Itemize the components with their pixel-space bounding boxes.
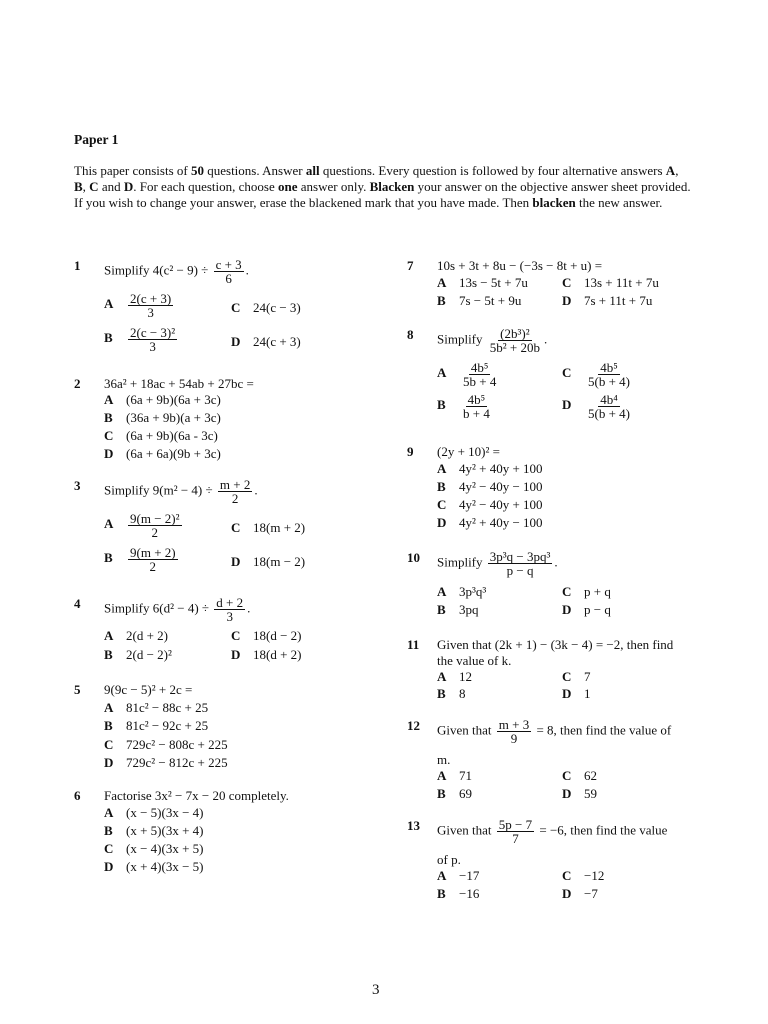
option-b: B $\frac{\text{4b⁵}}{b + 4}$: [437, 392, 490, 421]
question-stem: (2y + 10)² =: [437, 444, 500, 459]
question-stem-continued: m.: [437, 752, 451, 767]
question-stem: 10s + 3t + 8u − (−3s − 8t + u) =: [437, 258, 603, 273]
option-d: D 4y² + 40y − 100: [437, 515, 543, 530]
option-a: A (x − 5)(3x − 4): [104, 805, 204, 820]
option-a: A 2(d + 2): [104, 628, 168, 643]
option-c: C 7: [562, 669, 591, 684]
question-number: 9: [407, 444, 414, 459]
question-number: 4: [74, 596, 81, 611]
option-b: B 8: [437, 686, 466, 701]
option-b: B 3pq: [437, 602, 479, 617]
question-stem: Simplify $\frac{\text{3p³q − 3pq³}}{p - q}$ .: [437, 549, 558, 578]
option-a: A 3p³q³: [437, 584, 487, 599]
option-c: C $\frac{\text{4b⁵}}{5(b + 4)}$: [562, 360, 630, 389]
question-stem: 36a² + 18ac + 54ab + 27bc =: [104, 376, 254, 391]
option-b: B (36a + 9b)(a + 3c): [104, 410, 221, 425]
option-b: B (x + 5)(3x + 4): [104, 823, 204, 838]
question-number: 5: [74, 682, 81, 697]
question-stem: 9(9c − 5)² + 2c =: [104, 682, 193, 697]
question-number: 11: [407, 637, 420, 652]
question-number: 1: [74, 258, 81, 273]
option-d: D −7: [562, 886, 598, 901]
question-stem: Given that $\frac{m + 3}{9}$ = 8, then find the value of: [437, 717, 672, 746]
instructions-paragraph: This paper consists of 50 questions. Answer all questions. Every question is followed by four alternative answers A, B, C and D. For each question, choose one answer only. Blacken your answer on the objective answer sheet provided. If you wish to change your answer, erase the blackened mark that you have made. Then blacken the new answer.: [74, 163, 691, 210]
option-c: C (6a + 9b)(6a - 3c): [104, 428, 218, 443]
option-d: D (6a + 6a)(9b + 3c): [104, 446, 221, 461]
option-a: A 71: [437, 768, 472, 783]
option-d: D 18(m − 2): [231, 554, 306, 569]
option-b: B 7s − 5t + 9u: [437, 293, 522, 308]
option-c: C 13s + 11t + 7u: [562, 275, 659, 290]
question-stem: Given that (2k + 1) − (3k − 4) = −2, then find: [437, 637, 674, 652]
question-stem: Simplify 6(d² − 4) ÷ $\frac{d + 2}{3}$ .: [104, 595, 251, 624]
option-b: B $\frac{9(m + 2)}{2}$: [104, 545, 176, 574]
option-b: B 69: [437, 786, 472, 801]
option-a: A 4y² + 40y + 100: [437, 461, 543, 476]
option-a: A $\frac{2(c + 3)}{3}$: [104, 291, 172, 320]
option-c: C 24(c − 3): [231, 300, 301, 315]
option-c: C 18(d − 2): [231, 628, 302, 643]
option-c: C 18(m + 2): [231, 520, 306, 535]
option-d: D p − q: [562, 602, 611, 617]
option-d: D (x + 4)(3x − 5): [104, 859, 204, 874]
option-c: C 62: [562, 768, 597, 783]
option-d: D 24(c + 3): [231, 334, 301, 349]
option-c: C 729c² − 808c + 225: [104, 737, 228, 752]
option-d: D 729c² − 812c + 225: [104, 755, 228, 770]
question-number: 8: [407, 327, 414, 342]
question-number: 10: [407, 550, 420, 565]
question-stem-continued: the value of k.: [437, 653, 512, 668]
question-number: 7: [407, 258, 414, 273]
question-number: 3: [74, 478, 81, 493]
question-stem: Simplify 9(m² − 4) ÷ $\frac{m + 2}{2}$ .: [104, 477, 258, 506]
paper-title: Paper 1: [74, 132, 119, 147]
option-b: B 81c² − 92c + 25: [104, 718, 209, 733]
option-b: B 2(d − 2)²: [104, 647, 172, 662]
question-number: 13: [407, 818, 420, 833]
option-b: B 4y² − 40y − 100: [437, 479, 543, 494]
option-a: A 81c² − 88c + 25: [104, 700, 209, 715]
option-d: D 18(d + 2): [231, 647, 302, 662]
option-d: D 7s + 11t + 7u: [562, 293, 653, 308]
option-c: C −12: [562, 868, 605, 883]
option-a: A $\frac{\text{4b⁵}}{5b + 4}$: [437, 360, 497, 389]
option-a: A (6a + 9b)(6a + 3c): [104, 392, 221, 407]
question-stem: Factorise 3x² − 7x − 20 completely.: [104, 788, 289, 803]
option-a: A 12: [437, 669, 472, 684]
question-number: 12: [407, 718, 420, 733]
page-number: 3: [372, 982, 380, 998]
option-c: C (x − 4)(3x + 5): [104, 841, 204, 856]
question-stem: Simplify $\frac{\text{(2b³)²}}{\text{5b² + 20b}}$ .: [437, 326, 548, 355]
option-c: C p + q: [562, 584, 611, 599]
option-a: A $\frac{\text{9(m − 2)²}}{2}$: [104, 511, 180, 540]
option-d: D 59: [562, 786, 597, 801]
question-stem: Given that $\frac{5p - 7}{7}$ = −6, then find the value: [437, 817, 668, 846]
option-d: D $\frac{\text{4b⁴}}{5(b + 4)}$: [562, 392, 630, 421]
question-stem: Simplify 4(c² − 9) ÷ $\frac{c + 3}{6}$ .: [104, 257, 249, 286]
option-a: A 13s − 5t + 7u: [437, 275, 528, 290]
option-c: C 4y² − 40y + 100: [437, 497, 543, 512]
option-b: B −16: [437, 886, 480, 901]
option-d: D 1: [562, 686, 591, 701]
question-number: 6: [74, 788, 81, 803]
option-b: B $\frac{\text{2(c − 3)²}}{3}$: [104, 325, 176, 354]
option-a: A −17: [437, 868, 480, 883]
question-number: 2: [74, 376, 81, 391]
question-stem-continued: of p.: [437, 852, 461, 867]
